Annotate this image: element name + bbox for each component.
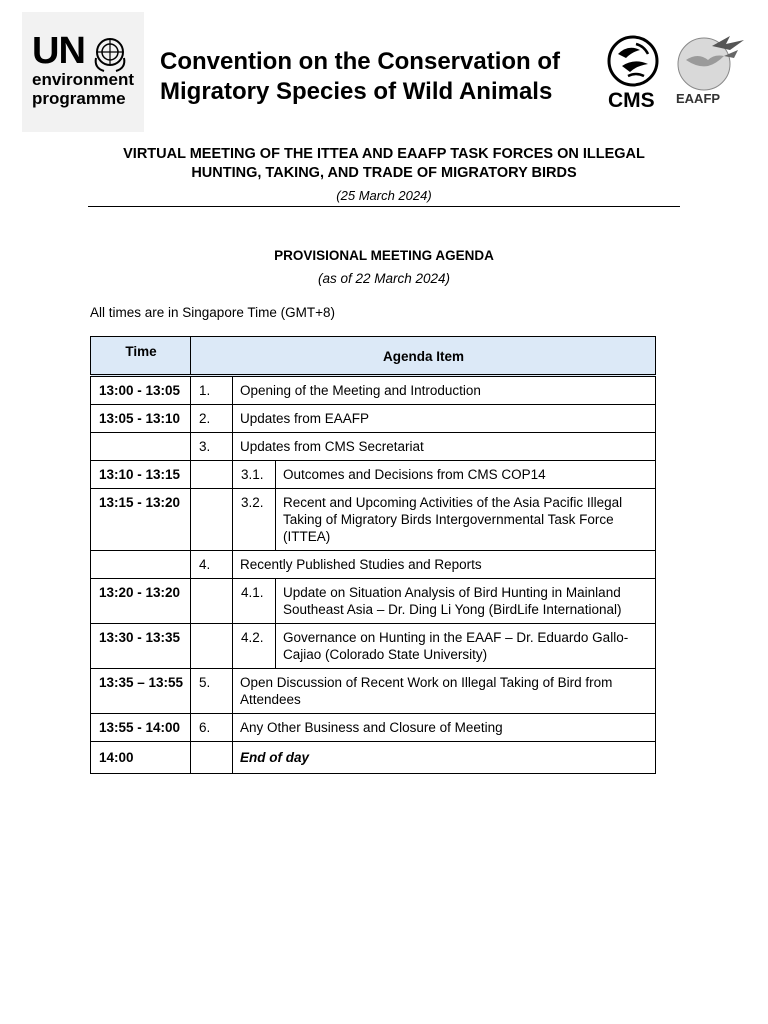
- agenda-row: [91, 405, 656, 433]
- agenda-item: Outcomes and Decisions from CMS COP14: [276, 461, 656, 489]
- heading-divider: [88, 206, 680, 207]
- agenda-item: Opening of the Meeting and Introduction: [233, 376, 656, 405]
- agenda-number: 5.: [191, 669, 233, 714]
- agenda-time: 13:35 – 13:55: [91, 669, 191, 714]
- cms-logo: [604, 34, 664, 114]
- agenda-number: 3.1.: [233, 461, 276, 489]
- agenda-as-of-date: (as of 22 March 2024): [317, 271, 451, 286]
- agenda-time: [91, 551, 191, 579]
- agenda-number: 3.2.: [233, 489, 276, 551]
- agenda-table: [90, 336, 656, 774]
- timezone-note: All times are in Singapore Time (GMT+8): [90, 305, 335, 320]
- agenda-time: 13:10 - 13:15: [91, 461, 191, 489]
- agenda-row: [91, 433, 656, 461]
- agenda-time: 13:00 - 13:05: [91, 376, 191, 405]
- agenda-number: [191, 742, 233, 774]
- agenda-row: [91, 551, 656, 579]
- unep-logo-line2: programme: [32, 89, 126, 108]
- convention-title-line2: Migratory Species of Wild Animals: [160, 78, 553, 105]
- agenda-time: 14:00: [91, 742, 191, 774]
- agenda-row: [91, 742, 656, 774]
- header-agenda-item: Agenda Item: [191, 337, 656, 376]
- meeting-title: [88, 145, 680, 183]
- agenda-number: 1.: [191, 376, 233, 405]
- agenda-indent-cell: [191, 624, 233, 669]
- agenda-item: Open Discussion of Recent Work on Illegal Taking of Bird from Attendees: [233, 669, 656, 714]
- agenda-indent-cell: [191, 461, 233, 489]
- agenda-time: 13:05 - 13:10: [91, 405, 191, 433]
- agenda-time: [91, 433, 191, 461]
- agenda-table-body: [91, 376, 656, 774]
- agenda-item: Recent and Upcoming Activities of the Asia Pacific Illegal Taking of Migratory Birds Intergovernmental Task Force (ITTEA): [276, 489, 656, 551]
- agenda-time: 13:55 - 14:00: [91, 714, 191, 742]
- agenda-item: Update on Situation Analysis of Bird Hunting in Mainland Southeast Asia – Dr. Ding Li Yong (BirdLife International): [276, 579, 656, 624]
- agenda-number: 4.2.: [233, 624, 276, 669]
- agenda-indent-cell: [191, 489, 233, 551]
- agenda-time: 13:15 - 13:20: [91, 489, 191, 551]
- meeting-title-line1: VIRTUAL MEETING OF THE ITTEA AND EAAFP TASK FORCES ON ILLEGAL: [123, 146, 645, 162]
- convention-title-line1: Convention on the Conservation of: [160, 48, 560, 75]
- agenda-time: 13:30 - 13:35: [91, 624, 191, 669]
- agenda-item-end-of-day: End of day: [233, 742, 656, 774]
- cms-logo-text: CMS: [608, 89, 655, 112]
- agenda-item: Any Other Business and Closure of Meeting: [233, 714, 656, 742]
- unep-logo-line1: environment: [32, 70, 135, 89]
- agenda-row: [91, 579, 656, 624]
- agenda-number: 3.: [191, 433, 233, 461]
- agenda-title: PROVISIONAL MEETING AGENDA: [274, 248, 494, 263]
- agenda-table-header: [91, 337, 656, 376]
- convention-title: [160, 47, 600, 107]
- agenda-row: [91, 376, 656, 405]
- header-time: Time: [91, 337, 191, 376]
- agenda-row: [91, 461, 656, 489]
- agenda-number: 4.1.: [233, 579, 276, 624]
- agenda-row: [91, 624, 656, 669]
- un-emblem-icon: [90, 34, 130, 74]
- agenda-item: Updates from EAAFP: [233, 405, 656, 433]
- agenda-number: 6.: [191, 714, 233, 742]
- agenda-item: Updates from CMS Secretariat: [233, 433, 656, 461]
- agenda-indent-cell: [191, 579, 233, 624]
- agenda-row: [91, 489, 656, 551]
- eaafp-logo: [668, 30, 752, 114]
- meeting-date: (25 March 2024): [336, 188, 432, 203]
- agenda-item: Governance on Hunting in the EAAF – Dr. Eduardo Gallo-Cajiao (Colorado State University): [276, 624, 656, 669]
- eaafp-emblem-icon: [668, 30, 752, 92]
- agenda-number: 2.: [191, 405, 233, 433]
- meeting-title-line2: HUNTING, TAKING, AND TRADE OF MIGRATORY BIRDS: [191, 165, 577, 181]
- agenda-row: [91, 669, 656, 714]
- agenda-time: 13:20 - 13:20: [91, 579, 191, 624]
- agenda-item: Recently Published Studies and Reports: [233, 551, 656, 579]
- agenda-number: 4.: [191, 551, 233, 579]
- unep-logo-un: UN: [32, 30, 85, 72]
- eaafp-logo-text: EAAFP: [676, 91, 721, 106]
- unep-logo: [22, 12, 144, 132]
- cms-emblem-icon: [606, 34, 660, 88]
- agenda-row: [91, 714, 656, 742]
